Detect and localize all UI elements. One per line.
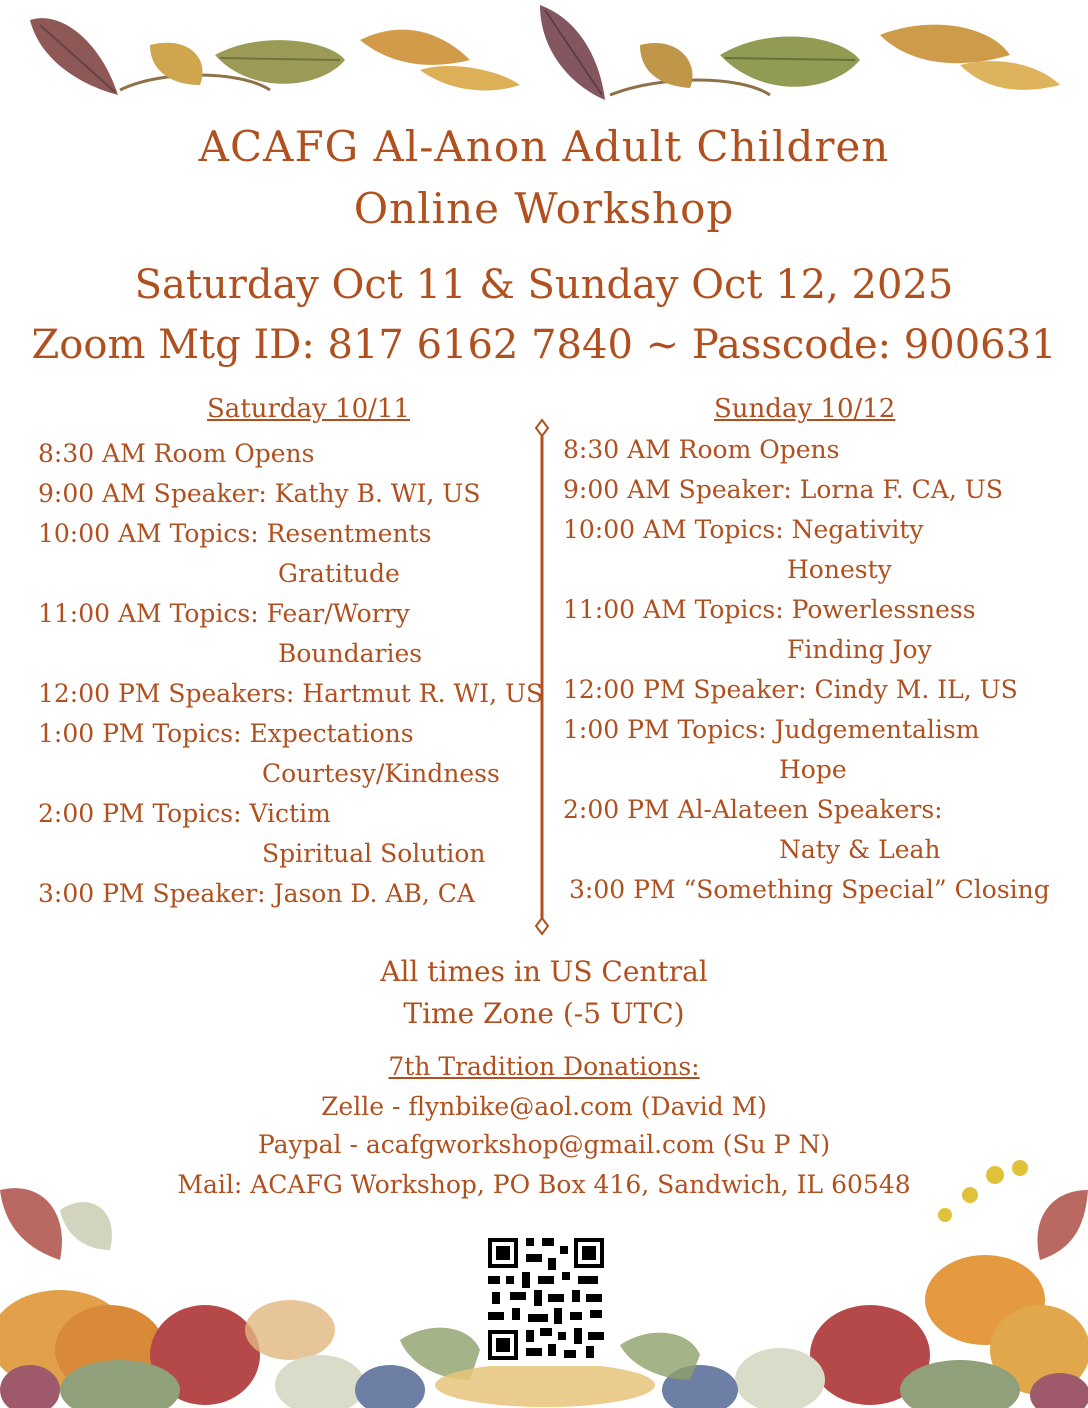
schedule-row: 3:00 PM Speaker: Jason D. AB, CA — [38, 879, 475, 908]
schedule-row: 2:00 PM Topics: Victim — [38, 799, 331, 828]
zoom-meeting-info: Zoom Mtg ID: 817 6162 7840 ~ Passcode: 900631 — [31, 322, 1057, 368]
schedule-row: 3:00 PM “Something Special” Closing — [569, 875, 1050, 904]
schedule-row: 9:00 AM Speaker: Lorna F. CA, US — [563, 475, 1003, 504]
schedule-row: 1:00 PM Topics: Judgementalism — [563, 715, 980, 744]
workshop-dates: Saturday Oct 11 & Sunday Oct 12, 2025 — [134, 262, 954, 308]
qr-code-icon — [482, 1232, 610, 1366]
donation-paypal[interactable]: Paypal - acafgworkshop@gmail.com (Su P N) — [257, 1130, 831, 1159]
sunday-schedule — [563, 430, 1063, 910]
donation-zelle[interactable]: Zelle - flynbike@aol.com (David M) — [321, 1092, 767, 1121]
schedule-row-topic: Honesty — [787, 555, 892, 584]
schedule-row: 10:00 AM Topics: Resentments — [38, 519, 432, 548]
schedule-row: 8:30 AM Room Opens — [563, 435, 840, 464]
timezone-line1: All times in US Central — [380, 955, 708, 988]
schedule-row: 10:00 AM Topics: Negativity — [563, 515, 924, 544]
schedule-row-topic: Boundaries — [278, 639, 423, 668]
donations-heading: 7th Tradition Donations: — [388, 1052, 700, 1081]
schedule-row-topic: Naty & Leah — [779, 835, 941, 864]
schedule-row: 9:00 AM Speaker: Kathy B. WI, US — [38, 479, 481, 508]
schedule-row: 12:00 PM Speakers: Hartmut R. WI, US — [38, 679, 544, 708]
donation-qr-code[interactable] — [482, 1232, 610, 1366]
schedule-row: 1:00 PM Topics: Expectations — [38, 719, 414, 748]
schedule-row: 8:30 AM Room Opens — [38, 439, 315, 468]
schedule-row: 11:00 AM Topics: Fear/Worry — [38, 599, 410, 628]
column-divider — [532, 418, 552, 936]
saturday-schedule — [38, 434, 544, 914]
schedule-row-topic: Gratitude — [278, 559, 400, 588]
schedule-row-topic: Finding Joy — [787, 635, 932, 664]
sunday-heading: Sunday 10/12 — [714, 394, 896, 424]
schedule-row: 11:00 AM Topics: Powerlessness — [563, 595, 976, 624]
autumn-leaves-decoration-top — [0, 0, 1088, 120]
workshop-title-line2: Online Workshop — [353, 184, 735, 233]
schedule-row-topic: Hope — [779, 755, 847, 784]
schedule-row-topic: Courtesy/Kindness — [262, 759, 500, 788]
saturday-heading: Saturday 10/11 — [207, 394, 410, 424]
timezone-line2: Time Zone (-5 UTC) — [403, 997, 685, 1030]
schedule-row: 12:00 PM Speaker: Cindy M. IL, US — [563, 675, 1018, 704]
schedule-row-topic: Spiritual Solution — [262, 839, 486, 868]
workshop-title-line1: ACAFG Al-Anon Adult Children — [198, 122, 890, 171]
donation-mail-address: Mail: ACAFG Workshop, PO Box 416, Sandwich, IL 60548 — [177, 1170, 911, 1199]
schedule-row: 2:00 PM Al-Alateen Speakers: — [563, 795, 943, 824]
